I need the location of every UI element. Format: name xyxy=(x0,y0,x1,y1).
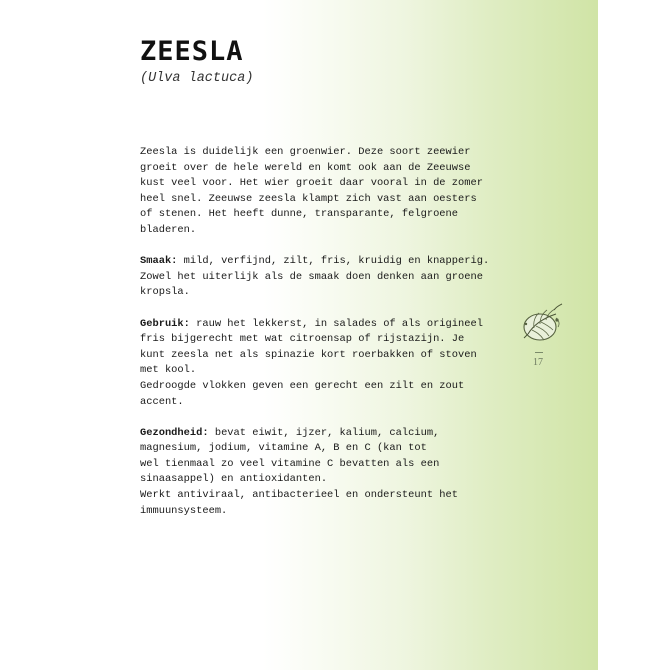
intro-line: of stenen. Het heeft dunne, transparante, felgroene xyxy=(140,208,459,221)
gebruik-line: Gedroogde vlokken geven een gerecht een zilt en zout xyxy=(140,379,465,392)
intro-paragraph xyxy=(140,145,510,239)
smaak-label: Smaak: xyxy=(140,255,178,268)
gebruik-first-line xyxy=(140,317,510,333)
gezondheid-first-line xyxy=(140,426,510,442)
gezondheid-line: wel tienmaal zo veel vitamine C bevatten als een xyxy=(140,457,440,470)
intro-line: bladeren. xyxy=(140,223,197,236)
intro-line: groeit over de hele wereld en komt ook aan de Zeeuwse xyxy=(140,161,471,174)
page-number: 17 xyxy=(533,357,543,368)
latin-name: (Ulva lactuca) xyxy=(140,71,254,86)
gezondheid-label: Gezondheid: xyxy=(140,426,209,439)
gezondheid-first-text: bevat eiwit, ijzer, kalium, calcium, xyxy=(208,426,440,439)
gezondheid-line: immuunsysteem. xyxy=(140,504,228,517)
gebruik-line: fris bijgerecht met wat citroensap of rijstazijn. Je xyxy=(140,333,465,346)
gebruik-first-text: rauw het lekkerst, in salades of als origineel xyxy=(189,317,483,330)
page-number-divider xyxy=(535,352,543,353)
intro-line: heel snel. Zeeuwse zeesla klampt zich vast aan oesters xyxy=(140,192,477,205)
gebruik-paragraph xyxy=(140,317,510,411)
gezondheid-paragraph xyxy=(140,426,510,520)
gebruik-label: Gebruik: xyxy=(140,317,190,330)
gezondheid-line: Werkt antiviraal, antibacterieel en ondersteunt het xyxy=(140,489,459,502)
smaak-line: Zowel het uiterlijk als de smaak doen denken aan groene xyxy=(140,270,483,283)
gebruik-line: kunt zeesla net als spinazie kort roerbakken of stoven xyxy=(140,348,477,361)
intro-line: kust veel voor. Het wier groeit daar vooral in de zomer xyxy=(140,177,483,190)
gebruik-line: met kool. xyxy=(140,364,197,377)
intro-line: Zeesla is duidelijk een groenwier. Deze soort zeewier xyxy=(140,146,471,158)
smaak-paragraph xyxy=(140,254,510,301)
body-text xyxy=(140,145,510,535)
page-title: ZEESLA xyxy=(140,36,244,67)
smaak-first-line xyxy=(140,254,510,270)
smaak-first-text: mild, verfijnd, zilt, fris, kruidig en knapperig. xyxy=(177,255,490,268)
gezondheid-line: magnesium, jodium, vitamine A, B en C (kan tot xyxy=(140,442,427,455)
seaweed-leaf-icon xyxy=(518,300,564,350)
gebruik-line: accent. xyxy=(140,395,184,408)
gezondheid-line: sinaasappel) en antioxidanten. xyxy=(140,473,328,486)
smaak-line: kropsla. xyxy=(140,286,190,299)
